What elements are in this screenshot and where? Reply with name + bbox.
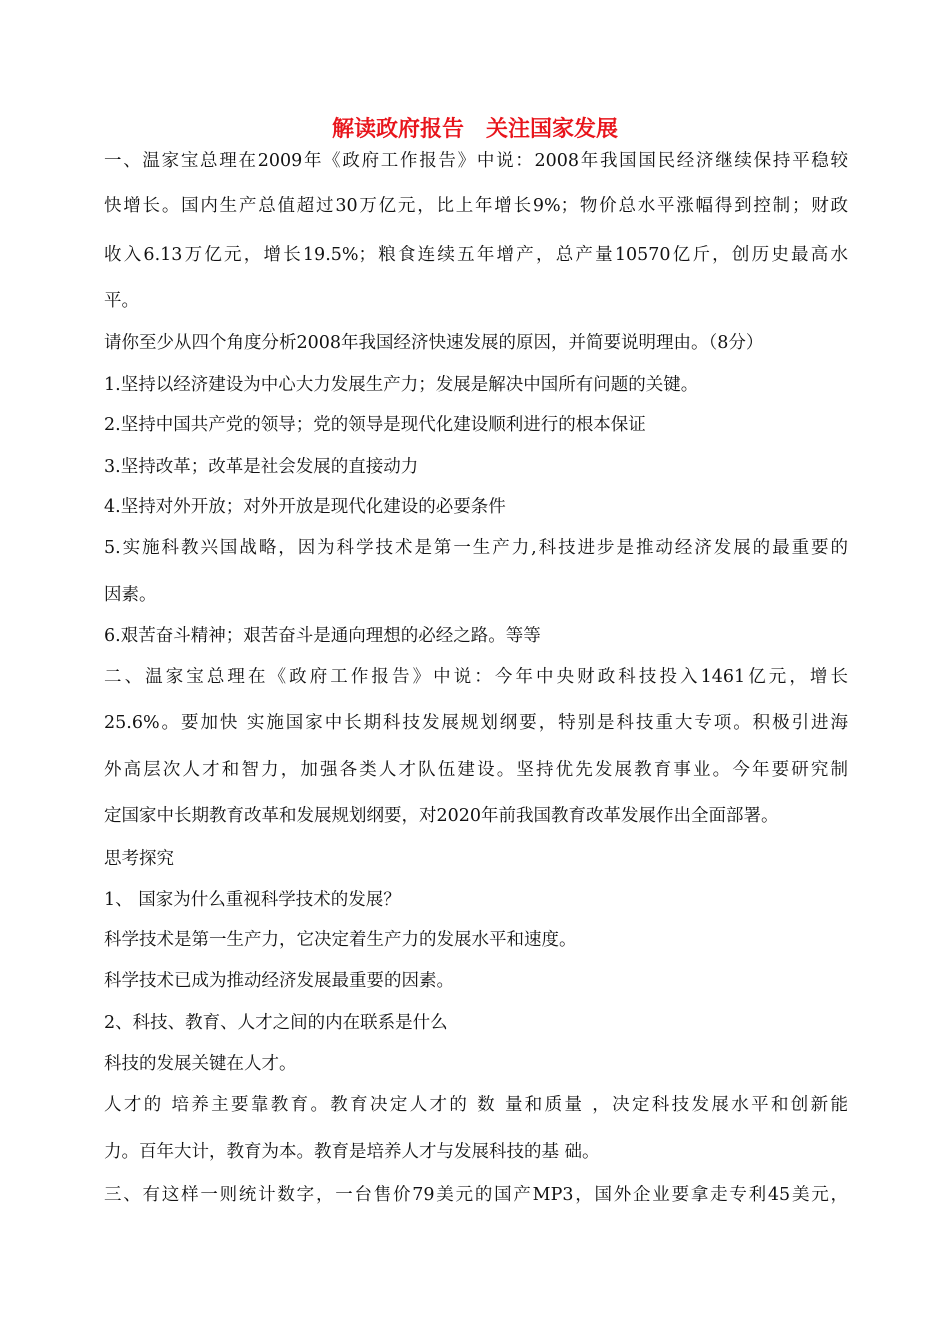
answer-item: 3.坚持改革；改革是社会发展的直接动力 [104, 457, 419, 477]
paragraph-line: 收入6.13万亿元，增长19.5%；粮食连续五年增产，总产量10570亿斤，创历史最高水 [104, 245, 848, 265]
paragraph-line: 快增长。国内生产总值超过30万亿元，比上年增长9%；物价总水平涨幅得到控制；财政 [104, 196, 848, 216]
question-line: 请你至少从四个角度分析2008年我国经济快速发展的原因，并简要说明理由。（8分） [104, 333, 764, 353]
paragraph-line: 定国家中长期教育改革和发展规划纲要，对2020年前我国教育改革发展作出全面部署。 [104, 806, 779, 826]
paragraph-line: 三、有这样一则统计数字，一台售价79美元的国产MP3，国外企业要拿走专利45美元， [104, 1185, 848, 1205]
answer-item: 4.坚持对外开放；对外开放是现代化建设的必要条件 [104, 497, 506, 517]
paragraph-line: 一、温家宝总理在2009年《政府工作报告》中说：2008年我国国民经济继续保持平稳较 [104, 151, 848, 171]
answer-item: 5.实施科教兴国战略，因为科学技术是第一生产力,科技进步是推动经济发展的最重要的 [104, 538, 848, 558]
section-heading: 思考探究 [104, 849, 174, 869]
paragraph-line: 平。 [104, 291, 139, 311]
paragraph-line: 外高层次人才和智力，加强各类人才队伍建设。坚持优先发展教育事业。今年要研究制 [104, 760, 848, 780]
question-line: 1、 国家为什么重视科学技术的发展？ [104, 890, 401, 910]
answer-item: 科学技术已成为推动经济发展最重要的因素。 [104, 971, 454, 991]
paragraph-line: 二、温家宝总理在《政府工作报告》中说：今年中央财政科技投入1461亿元，增长 [104, 667, 848, 687]
question-line: 2、科技、教育、人才之间的内在联系是什么 [104, 1013, 448, 1033]
answer-item: 因素。 [104, 585, 157, 605]
answer-item: 力。百年大计，教育为本。教育是培养人才与发展科技的基 础。 [104, 1142, 600, 1162]
answer-item: 2.坚持中国共产党的领导；党的领导是现代化建设顺利进行的根本保证 [104, 415, 646, 435]
answer-item: 1.坚持以经济建设为中心大力发展生产力；发展是解决中国所有问题的关键。 [104, 375, 699, 395]
answer-item: 科技的发展关键在人才。 [104, 1054, 297, 1074]
answer-item: 6.艰苦奋斗精神；艰苦奋斗是通向理想的必经之路。等等 [104, 626, 541, 646]
answer-item: 科学技术是第一生产力，它决定着生产力的发展水平和速度。 [104, 930, 577, 950]
answer-item: 人才的 培养主要靠教育。教育决定人才的 数 量和质量 ，决定科技发展水平和创新能 [104, 1095, 848, 1115]
document-title: 解读政府报告 关注国家发展 [331, 117, 618, 142]
paragraph-line: 25.6%。要加快 实施国家中长期科技发展规划纲要，特别是科技重大专项。积极引进海 [104, 713, 848, 733]
